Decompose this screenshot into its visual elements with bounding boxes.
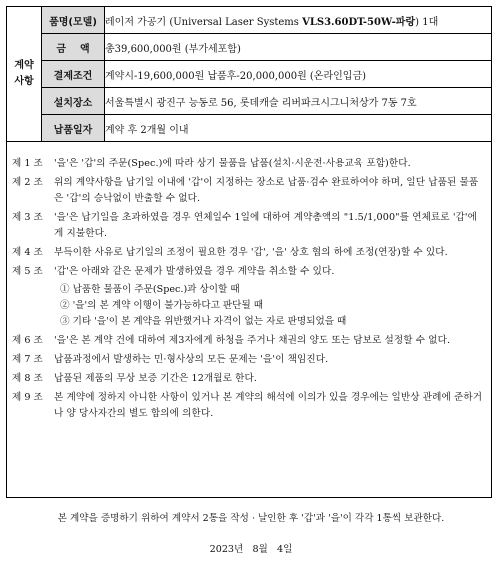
row-value-delivery: 계약 후 2개월 이내 bbox=[105, 115, 492, 142]
row-value-amount: 총39,600,000원 (부가세포함) bbox=[105, 34, 492, 61]
row-label-location: 설치장소 bbox=[42, 88, 105, 115]
clause-number: 제 2 조 bbox=[12, 177, 43, 188]
table-row bbox=[7, 61, 492, 88]
clause-text: '을'은 납기일을 초과하였을 경우 연체일수 1일에 대하여 계약총액의 "1.5/1,000"를 연체료로 '갑'에게 지불한다. bbox=[54, 212, 478, 239]
table-row bbox=[7, 34, 492, 61]
clause-text: 본 계약에 정하지 아니한 사항이 있거나 본 계약의 해석에 이의가 있을 경우에는 일반상 관례에 준하거나 양 당사자간의 별도 합의에 의한다. bbox=[54, 392, 483, 419]
side-label-text: 계약 사항 bbox=[14, 60, 34, 87]
clause-6 bbox=[12, 333, 486, 349]
clause-number: 제 4 조 bbox=[12, 247, 43, 258]
clause-number: 제 7 조 bbox=[12, 354, 43, 365]
clause-1 bbox=[12, 156, 486, 172]
clause-4 bbox=[12, 245, 486, 261]
row-label-amount: 금 액 bbox=[42, 34, 105, 61]
clause-number: 제 1 조 bbox=[12, 158, 43, 169]
row-value-product bbox=[105, 7, 492, 34]
clause-text: '을'은 본 계약 건에 대하여 제3자에게 하청을 주거나 채권의 양도 또는 담보로 설정할 수 없다. bbox=[54, 335, 451, 346]
clause-text: '을'은 '갑'의 주문(Spec.)에 따라 상기 물품을 납품(설치·시운전·사용교육 포함)한다. bbox=[54, 158, 411, 169]
clause-5-item-3: ③ 기타 '을'이 본 계약을 위반했거나 자격이 없는 자로 판명되었을 때 bbox=[60, 316, 347, 327]
clause-5-item-1: ① 납품한 물품이 주문(Spec.)과 상이할 때 bbox=[60, 284, 240, 295]
clause-text: '갑'은 아래와 같은 문제가 발생하였을 경우 계약을 취소할 수 있다. bbox=[54, 266, 335, 277]
clause-text: 납품된 제품의 무상 보증 기간은 12개월로 한다. bbox=[54, 373, 258, 384]
row-value-payment: 계약시-19,600,000원 납품후-20,000,000원 (온라인입금) bbox=[105, 61, 492, 88]
clause-7 bbox=[12, 352, 486, 368]
contract-terms-side-label bbox=[7, 7, 42, 142]
clause-number: 제 3 조 bbox=[12, 212, 43, 223]
contract-terms-table bbox=[6, 6, 492, 142]
clause-2 bbox=[12, 175, 486, 207]
table-row bbox=[7, 88, 492, 115]
clause-number: 제 5 조 bbox=[12, 266, 43, 277]
contract-clauses bbox=[12, 156, 486, 425]
clause-number: 제 9 조 bbox=[12, 392, 43, 403]
clause-text: 부득이한 사유로 납기일의 조정이 필요한 경우 '갑', '을' 상호 협의 하에 조정(연장)할 수 있다. bbox=[54, 247, 448, 258]
clause-number: 제 6 조 bbox=[12, 335, 43, 346]
row-label-product: 품명(모델) bbox=[42, 7, 105, 34]
row-value-location: 서울특별시 광진구 능동로 56, 롯데캐슬 리버파크시그니처상가 7동 7호 bbox=[105, 88, 492, 115]
closing-statement: 본 계약을 증명하기 위하여 계약서 2통을 작성 · 날인한 후 '갑'과 '을'이 각각 1통씩 보관한다. bbox=[57, 513, 445, 524]
row-label-delivery: 납품일자 bbox=[42, 115, 105, 142]
row-label-payment: 결제조건 bbox=[42, 61, 105, 88]
clause-text: 위의 계약사항을 납기일 이내에 '갑'이 지정하는 장소로 납품·검수 완료하여야 하며, 일단 납품된 물품은 '갑'의 승낙없이 반출할 수 없다. bbox=[54, 177, 479, 204]
clause-5 bbox=[12, 264, 486, 280]
product-text-post: ) 1대 bbox=[415, 16, 439, 28]
table-row bbox=[7, 7, 492, 34]
product-model: VLS3.60DT-50W-파랑 bbox=[302, 16, 416, 28]
clause-8 bbox=[12, 371, 486, 387]
clause-9 bbox=[12, 390, 486, 422]
clause-5-item-2: ② '을'의 본 계약 이행이 불가능하다고 판단될 때 bbox=[60, 300, 264, 311]
product-text-pre: 레이저 가공기 (Universal Laser Systems bbox=[105, 16, 303, 28]
table-row bbox=[7, 115, 492, 142]
clause-number: 제 8 조 bbox=[12, 373, 43, 384]
contract-date: 2023년 8월 4일 bbox=[209, 544, 293, 555]
clause-text: 납품과정에서 발생하는 민·형사상의 모든 문제는 '을'이 책임진다. bbox=[54, 354, 329, 365]
clause-3 bbox=[12, 210, 486, 242]
